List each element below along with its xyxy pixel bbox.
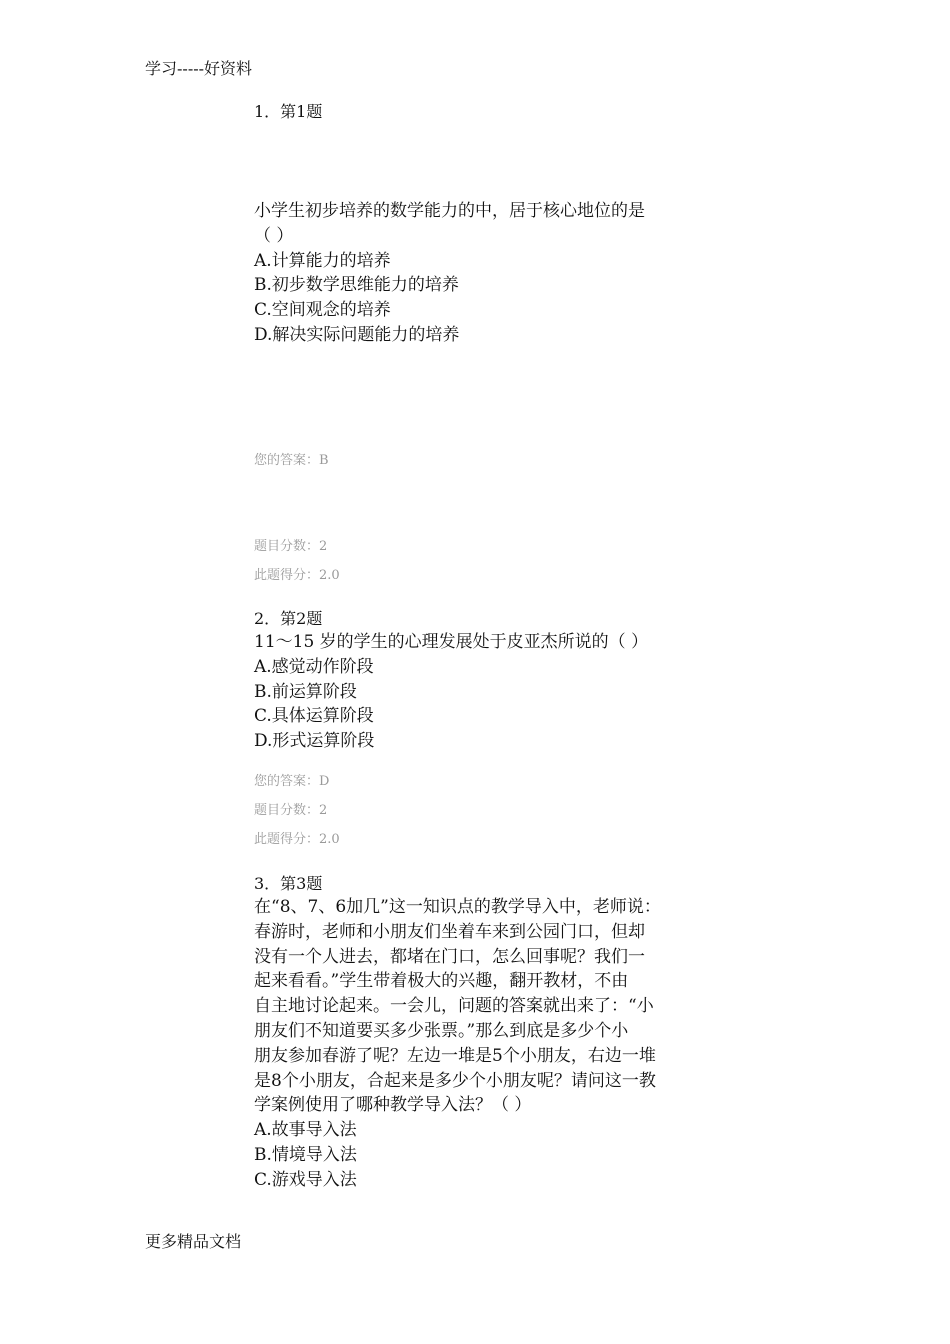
option-c: C.游戏导入法 <box>254 1169 357 1190</box>
question-title: 3．第3题 <box>254 874 323 893</box>
question-score: 此题得分：2.0 <box>254 568 340 583</box>
question-2-body <box>254 608 714 754</box>
option-b: B.情境导入法 <box>254 1144 357 1165</box>
question-stem-line: 自主地讨论起来。一会儿，问题的答案就出来了：“小 <box>254 996 654 1017</box>
question-stem-line: 是8个小朋友，合起来是多少个小朋友呢？请问这一教 <box>254 1070 656 1091</box>
question-points: 题目分数：2 <box>254 803 328 818</box>
your-answer: 您的答案：D <box>254 774 330 789</box>
question-stem-line: 春游时，老师和小朋友们坐着车来到公园门口，但却 <box>254 921 645 942</box>
question-stem-line: 朋友参加春游了呢？左边一堆是5个小朋友，右边一堆 <box>254 1045 656 1066</box>
question-score: 此题得分：2.0 <box>254 832 340 847</box>
question-stem-line: 在“8、7、6加几”这一知识点的教学导入中，老师说： <box>254 897 661 917</box>
option-b: B.初步数学思维能力的培养 <box>254 275 459 296</box>
question-1-title-block <box>254 101 714 123</box>
question-stem-line: （ ） <box>254 225 294 246</box>
option-a: A.故事导入法 <box>254 1120 357 1141</box>
option-a: A.计算能力的培养 <box>254 250 391 271</box>
page-header: 学习-----好资料 <box>145 59 253 78</box>
option-c: C.空间观念的培养 <box>254 300 391 321</box>
option-d: D.解决实际问题能力的培养 <box>254 324 460 345</box>
page-footer: 更多精品文档 <box>145 1232 242 1251</box>
question-title: 1．第1题 <box>254 102 323 121</box>
question-stem-line: 11～15 岁的学生的心理发展处于皮亚杰所说的（ ） <box>254 632 649 652</box>
question-title: 2．第2题 <box>254 609 323 628</box>
option-d: D.形式运算阶段 <box>254 731 375 752</box>
question-stem-line: 没有一个人进去，都堵在门口，怎么回事呢？我们一 <box>254 946 645 967</box>
your-answer: 您的答案：B <box>254 453 329 468</box>
option-a: A.感觉动作阶段 <box>254 656 374 677</box>
question-stem-line: 起来看看。”学生带着极大的兴趣，翻开教材，不由 <box>254 971 629 992</box>
question-1-body <box>254 199 714 348</box>
question-3-body <box>254 873 714 1193</box>
question-stem-line: 小学生初步培养的数学能力的中，居于核心地位的是 <box>254 201 645 221</box>
question-stem-line: 学案例使用了哪种教学导入法？（ ） <box>254 1095 532 1116</box>
question-points: 题目分数：2 <box>254 539 328 554</box>
option-b: B.前运算阶段 <box>254 681 357 702</box>
option-c: C.具体运算阶段 <box>254 706 374 727</box>
question-stem-line: 朋友们不知道要买多少张票。”那么到底是多少个小 <box>254 1020 629 1041</box>
